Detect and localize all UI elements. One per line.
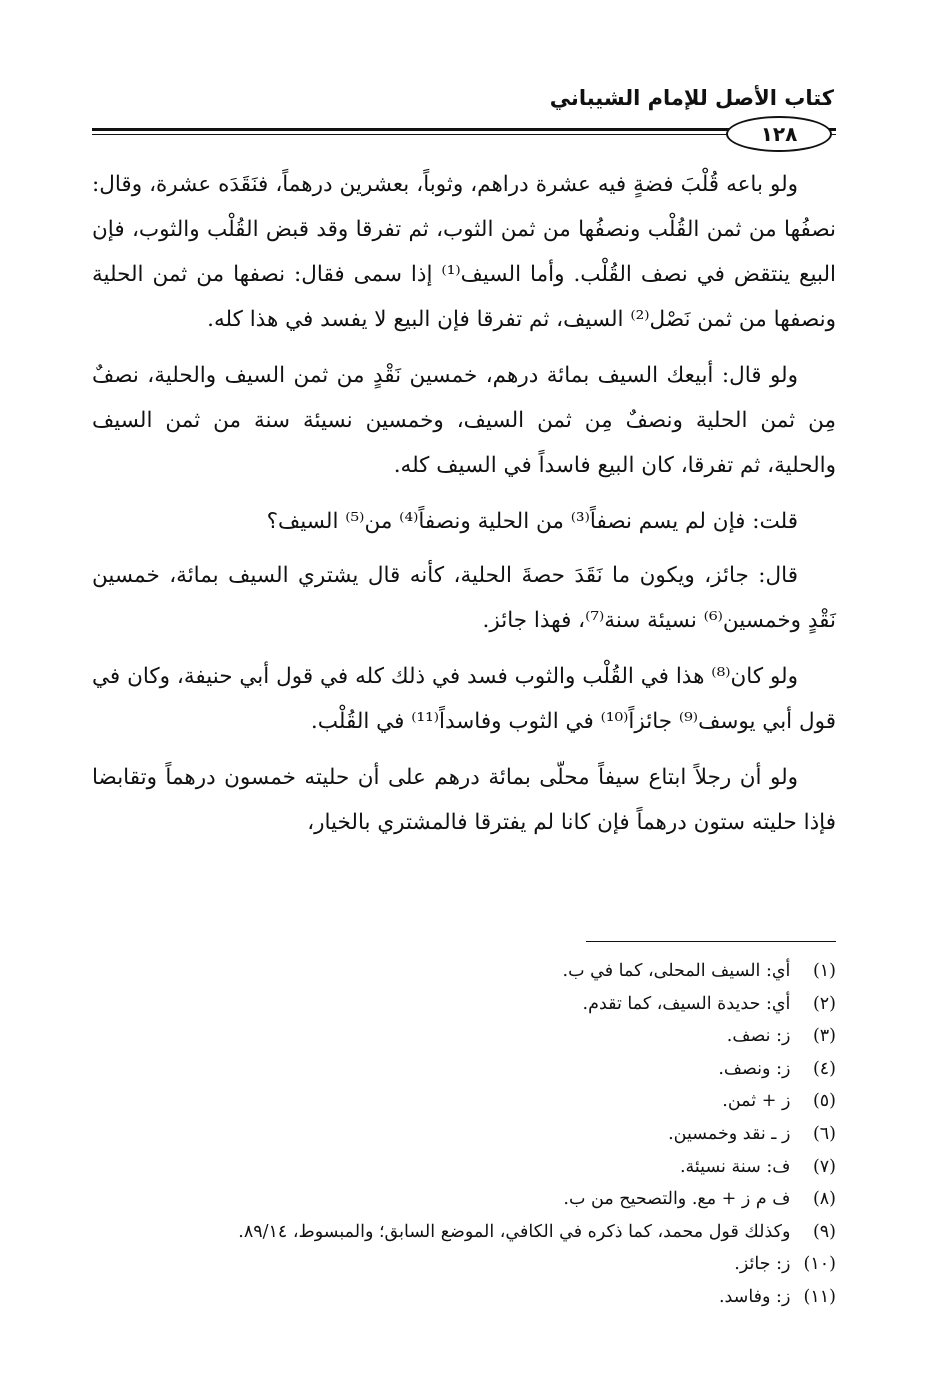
main-text — [92, 162, 836, 856]
page-number-badge — [716, 114, 844, 152]
footnote-number: (٣) — [812, 1026, 836, 1047]
footnote-number: (٧) — [812, 1156, 836, 1177]
footnote-text: ز: نصف. — [726, 1026, 791, 1047]
footnote-text: ز: جائز. — [734, 1254, 791, 1275]
footnote-number: (٨) — [812, 1189, 836, 1210]
paragraph: ولو قال: أبيعك السيف بمائة درهم، خمسين نَقْدٍ من ثمن السيف والحلية، نصفٌ مِن ثمن الحلية ونصفٌ مِن ثمن السيف، وخمسين نسيئة سنة من ثمن السيف والحلية، ثم تفرقا، كان البيع فاسداً في السيف كله. — [92, 363, 836, 478]
footnote-item — [92, 1216, 836, 1249]
footnote-item — [92, 1183, 836, 1216]
footnote-number: (٦) — [812, 1123, 836, 1144]
footnote-number: (١) — [812, 961, 836, 981]
footnote-item — [92, 1118, 836, 1151]
footnote-number: (٤) — [812, 1058, 836, 1079]
footnote-number: (٥) — [812, 1091, 836, 1112]
footnote-text: ز ـ نقد وخمسين. — [668, 1123, 791, 1144]
footnote-item — [92, 1151, 836, 1184]
paragraph: ولو كان⁽⁸⁾ هذا في القُلْب والثوب فسد في ذلك كله في قول أبي حنيفة، وكان في قول أبي يوسف⁽⁹⁾ جائزاً⁽¹⁰⁾ في الثوب وفاسداً⁽¹¹⁾ في القُلْب. — [92, 664, 836, 734]
footnote-number: (١٠) — [803, 1254, 836, 1275]
footnote-item — [92, 1281, 836, 1314]
footnote-item — [92, 1053, 836, 1086]
page-number: ١٢٨ — [726, 116, 832, 152]
footnote-item — [92, 1085, 836, 1118]
paragraph: قلت: فإن لم يسم نصفاً⁽³⁾ من الحلية ونصفاً⁽⁴⁾ من⁽⁵⁾ السيف؟ — [266, 509, 798, 534]
footnote-text: أي: السيف المحلى، كما في ب. — [562, 961, 791, 981]
footnote-item — [92, 955, 836, 988]
footnote-item — [92, 1248, 836, 1281]
footnotes-list — [92, 955, 836, 1314]
paragraph: ولو أن رجلاً ابتاع سيفاً محلّى بمائة درهم على أن حليته خمسون درهماً وتقابضا فإذا حليته ستون درهماً فإن كانا لم يفترقا فالمشتري بالخيار، — [92, 765, 836, 835]
footnote-item — [92, 988, 836, 1021]
footnote-text: أي: حديدة السيف، كما تقدم. — [582, 993, 791, 1014]
footnote-number: (٩) — [812, 1221, 836, 1242]
footnote-text: وكذلك قول محمد، كما ذكره في الكافي، الموضع السابق؛ والمبسوط، ٨٩/١٤. — [238, 1221, 791, 1242]
paragraph: قال: جائز، ويكون ما نَقَدَ حصةَ الحلية، كأنه قال يشتري السيف بمائة، خمسين نَقْدٍ وخمسين⁽⁶⁾ نسيئة سنة⁽⁷⁾، فهذا جائز. — [92, 563, 836, 633]
footnote-text: ز: وفاسد. — [718, 1286, 791, 1307]
footnote-text: ف م ز + مع. والتصحيح من ب. — [563, 1189, 791, 1210]
footnote-text: ز + ثمن. — [722, 1091, 791, 1112]
footnote-number: (١١) — [803, 1286, 836, 1307]
footnote-text: ز: ونصف. — [718, 1058, 791, 1079]
footnote-item — [92, 1020, 836, 1053]
footnote-number: (٢) — [812, 993, 836, 1014]
footnote-text: ف: سنة نسيئة. — [679, 1156, 791, 1177]
footnote-separator — [586, 941, 836, 942]
paragraph: ولو باعه قُلْبَ فضةٍ فيه عشرة دراهم، وثوباً، بعشرين درهماً، فنَقَدَه عشرة، وقال: نصفُها من ثمن القُلْب ونصفُها من ثمن الثوب، ثم تفرقا وقد قبض القُلْب والثوب، فإن البيع ينتقض في نصف القُلْب. وأما السيف⁽¹⁾ إذا سمى فقال: نصفها من ثمن الحلية ونصفها من ثمن نَصْل⁽²⁾ السيف، ثم تفرقا فإن البيع لا يفسد في هذا كله. — [92, 172, 836, 332]
running-head-title: كتاب الأصل للإمام الشيباني — [549, 86, 834, 110]
